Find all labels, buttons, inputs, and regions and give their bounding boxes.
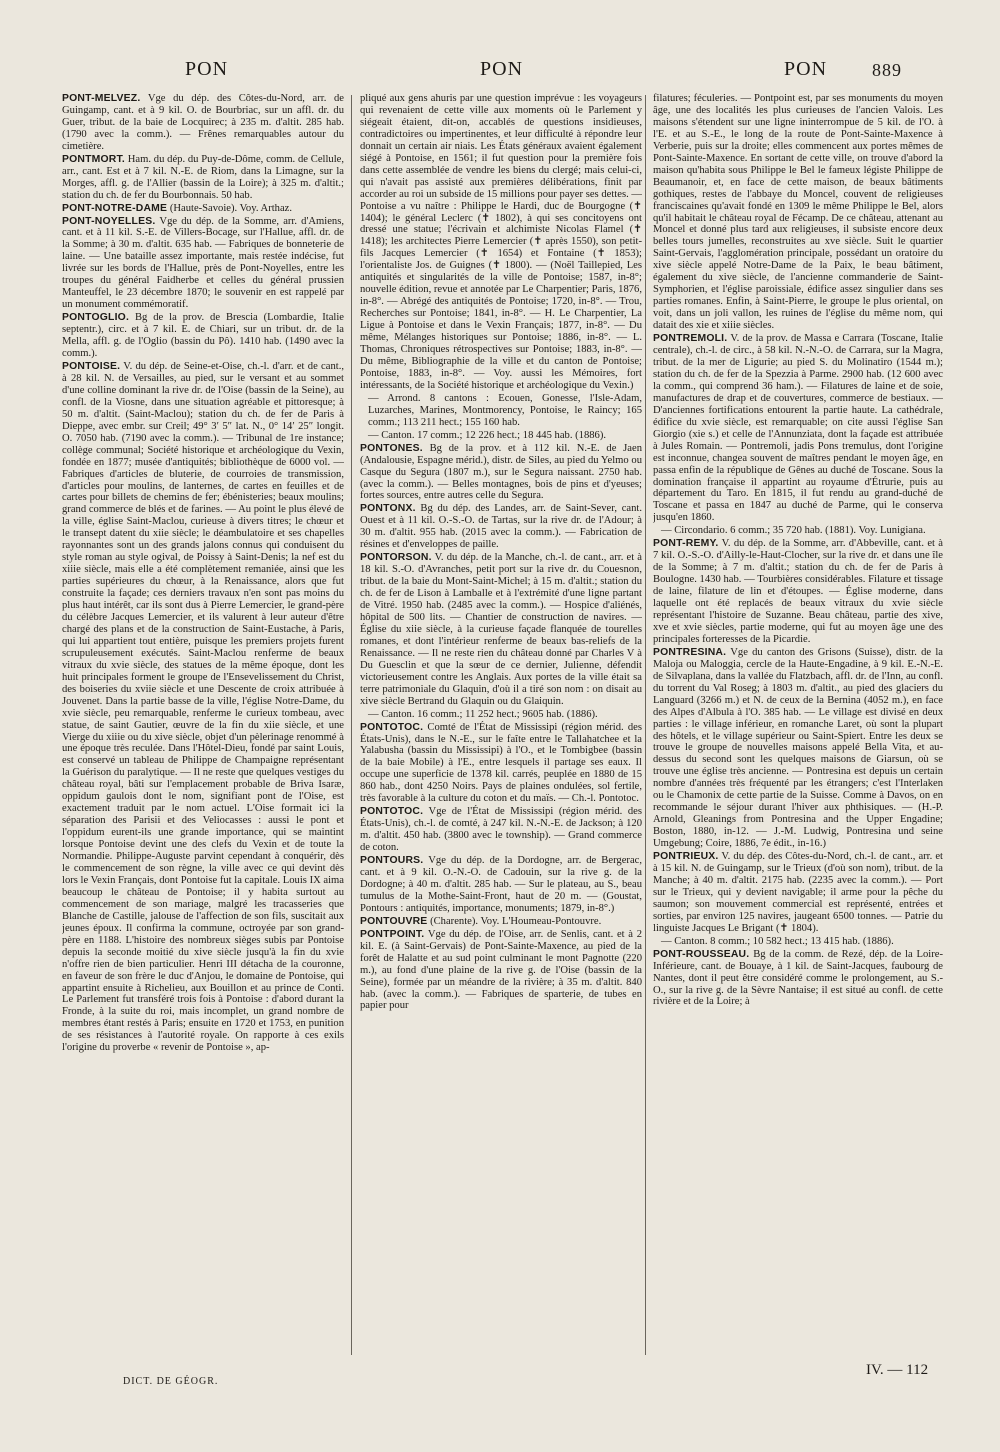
entry-headword: PONTRIEUX.	[653, 851, 719, 863]
entry-text: Vge du dép. des Côtes-du-Nord, arr. de Guingamp, cant. et à 9 kil. O. de Bourbriac, sur un affl. dr. du Guer, tribut. de la baie de Locquirec; à 235 m. d'altit. 285 hab. (1790 avec la comm.). — Frênes remarquables autour du cimetière.	[62, 93, 344, 152]
dictionary-entry	[360, 393, 642, 429]
entry-headword: PONT-NOTRE-DAME	[62, 202, 168, 214]
column-3	[653, 93, 943, 1363]
entry-text: Bg de la comm. de Rezé, dép. de la Loire-Inférieure, cant. de Bouaye, à 1 kil. de Saint-Jacques, faubourg de Nantes, dont il peut être considéré comme le prolongement, au S.-O., sur la rive g. de la Sèvre Nantaise; il est situé au confl. de cette rivière et de la Loire; à	[653, 948, 943, 1008]
dictionary-entry	[360, 916, 642, 928]
header-right: PON	[784, 58, 828, 80]
entry-headword: PONTONES.	[360, 442, 423, 454]
column-2	[360, 93, 642, 1363]
dictionary-entry	[653, 538, 943, 646]
dictionary-entry	[62, 154, 344, 202]
dictionary-entry	[360, 443, 642, 503]
entry-text: filatures; féculeries. — Pontpoint est, par ses monuments du moyen âge, une des localités les plus curieuses de l'ancien Valois. Les maisons s'étendent sur une ligne ininterrompue de 5 kil. de l'O. à l'E. et au S.-E., le long de la route de Pont-Sainte-Maxence à Verberie, puis sur la droite; elles commencent aux portes mêmes de Pont-Sainte-Maxence. En sortant de cette ville, on trouve d'abord la maison qu'habita sous Philippe le Bel le fameux légiste Philippe de Beaumanoir, et, en face de cette maison, de beaux bâtiments gothiques, restes de l'abbaye du Moncel, couvent de religieuses franciscaines qu'avait fondé en 1309 le même Philippe le Bel, alors qu'il habitait le château royal de Fécamp. De ce château, attenant au Moncel et donné plus tard aux religieuses, il subsiste encore deux belles tours jumelles, reconstruites au xve siècle. Suit le quartier Saint-Gervais, l'agglomération principale, possédant un oratoire du xive siècle appelé Notre-Dame de la Paix, le beau bâtiment, également du xive siècle, de l'ancienne commanderie de Saint-Symphorien, et l'église paroissiale, édifice assez singulier dans ses parties romanes. Enfin, à Saint-Pierre, le groupe le plus oriental, on voit, dans un joli vallon, les ruines de l'église du même nom, qui datait des xie et xiiie siècles.	[653, 93, 943, 332]
entry-text: V. du dép. de Seine-et-Oise, ch.-l. d'arr. et de cant., à 28 kil. N. de Versailles, au pied, sur le versant et au sommet d'une colline dominant la rive dr. de l'Oise (bassin de la Seine), au confl. de la Viosne, dans une situation agréable et pittoresque; à 50 m. d'altit. (Saint-Maclou); station du ch. de fer de Paris à Dieppe, avec embr. sur Creil; 49° 3′ 5″ lat. N., 0° 14′ 25″ longit. O. 7050 hab. (7190 avec la comm.). — Tribunal de 1re instance; collège communal; Société historique et archéologique du Vexin, fondée en 1877; musée d'antiquités; bibliothèque de 6000 vol. — Fabriques d'articles de bluterie, de courroies de transmission, d'articles pour moulins, de lanternes, de cartes en feuilles et de cartes pour billets de chemins de fer; ébénisteries; beaux moulins; grand commerce de blés et de farines. — Au point le plus élevé de la ville, église Saint-Maclou, curieuse à divers titres; le chœur et le transept datent du xiie siècle; le déambulatoire et ses chapelles rayonnantes sont un des grands jalons connus qui conduisent du style roman au style ogival, de Poissy à Saint-Denis; la nef est du xiiie siècle, mais elle a été complètement remaniée, ainsi que les parties supérieures du chœur, à la Renaissance, alors que fut construite la façade; ces derniers travaux n'en sont pas moins du plus haut intérêt, car ils sont dus à Pierre Lemercier, le grand-père du célèbre Jacques Lemercier, et ils valurent à leur auteur d'être chargé des plans et de la construction de Saint-Eustache, à Paris, qui lui appartient tout entière, puisque les premiers projets furent scrupuleusement exécutés. Saint-Maclou renferme de beaux vitraux du xvie siècle, des statues de la même époque, dont les huit principales forment le groupe de l'Ensevelissement du Christ, des boiseries du xviie siècle et une Descente de croix attribuée à Jouvenet. Dans la partie basse de la ville, l'église Notre-Dame, du xvie siècle, peu remarquable, renferme le curieux tombeau, avec statue, de saint Gautier, œuvre de la fin du xiie siècle, et une Vierge du xiiie ou du xive siècle, objet d'un pèlerinage renommé à une époque très reculée. Dans l'Hôtel-Dieu, fondé par saint Louis, est conservé un tableau de Philippe de Champaigne représentant la Guérison du paralytique. — Il ne reste que quelques vestiges du château royal, bâti sur l'emplacement probable de Briva Isaræ, oppidum gaulois dont le nom, signifiant pont de l'Oise, est exactement traduit par le nom actuel. L'Oise formait ici la séparation des Parisii et des Veliocasses : aussi le pont et l'oppidum eurent-ils une grande importance, qui se maintint lorsque Pontoise devint une des clefs du Vexin et de toute la Normandie. Philippe-Auguste parvint cependant à conquérir, dès le commencement de son règne, la ville avec ce qui devint dès lors le Vexin Français, dont Pontoise fut la capitale. Louis IX aima beaucoup le château de Pontoise; il y habita surtout au commencement de son mariage, malgré les tracasseries que Blanche de Castille, jalouse de l'affection de son fils, suscitait aux jeunes époux. Il confirma la commune, octroyée par son grand-père en 1188. L'histoire des nombreux sièges subis par Pontoise depuis la seconde moitié du xive siècle jusqu'à la fin du xvie n'offre rien de bien particulier. Henri III détacha de la couronne, en faveur de son frère le duc d'Anjou, le domaine de Pontoise, qui appartint ensuite à Richelieu, aux Bouillon et au prince de Conti. Le Parlement fut transféré trois fois à Pontoise : d'abord durant la Fronde, à la suite du roi, mais incomplet, un grand nombre de membres étant restés à Paris; ensuite en 1720 et 1753, en punition de ses résistances à l'autorité royale. On rapporte à ces exils l'origine du proverbe « revenir de Pontoise », ap-	[62, 360, 344, 1054]
dictionary-entry	[360, 552, 642, 707]
entry-text: V. du dép. des Côtes-du-Nord, ch.-l. de cant., arr. et à 15 kil. N. de Guingamp, sur le Trieux (d'où son nom), tribut. de la Manche; à 40 m. d'altit. 2175 hab. (2235 avec la comm.). — Port sur le Trieux, qui y devient navigable; il arme pour la pêche du saumon; son mouvement commercial est représenté, entrées et sorties, par environ 125 navires, jaugeant 6500 tonnes. — Patrie du linguiste Jacques Le Brigant (✝ 1804).	[653, 851, 943, 934]
dictionary-entry	[653, 93, 943, 332]
entry-text: Vge du dép. de l'Oise, arr. de Senlis, cant. et à 2 kil. E. (à Saint-Gervais) de Pont-Sainte-Maxence, au pied de la forêt de Halatte et au sud point culminant le mont Pagnotte (220 m.), au fond d'une plaine de la rive g. de l'Oise (bassin de la Seine), formée par un méandre de la rivière; à 35 m. d'altit. 840 hab. (avec la comm.). — Fabriques de sparterie, de tubes en papier pour	[360, 928, 642, 1012]
dictionary-entry	[62, 216, 344, 312]
dictionary-entry	[653, 525, 943, 537]
entry-text: — Circondario. 6 comm.; 35 720 hab. (1881). Voy. Lunigiana.	[661, 525, 926, 537]
dictionary-entry	[360, 929, 642, 1013]
entry-headword: PONTONX.	[360, 503, 416, 515]
dictionary-entry	[62, 312, 344, 360]
entry-headword: PONTORSON.	[360, 552, 432, 564]
entry-text: V. du dép. de la Somme, arr. d'Abbeville, cant. et à 7 kil. O.-S.-O. d'Ailly-le-Haut-Clocher, sur la rive dr. et dans une île de la Somme; à 7 m. d'altit.; station du ch. de fer de Paris à Boulogne. 1430 hab. — Tourbières considérables. Filature et tissage de laine, filature de lin et d'étoupes. — Église moderne, dans laquelle ont été replacés de beaux vitraux du xvie siècle représentant l'histoire de Suzanne. Beau château, partie des xive, xve et xvie siècles, partie moderne, qui fut au moyen âge une des principales forteresses de la Picardie.	[653, 538, 943, 645]
dictionary-entry	[360, 722, 642, 806]
dictionary-entry	[360, 709, 642, 721]
column-1	[62, 93, 344, 1363]
dictionary-entry	[360, 430, 642, 442]
dictionary-entry	[62, 203, 344, 215]
entry-text: (Charente). Voy. L'Houmeau-Pontouvre.	[427, 915, 602, 927]
dictionary-entry	[62, 93, 344, 153]
entry-text: Vge du canton des Grisons (Suisse), distr. de la Maloja ou Maloggia, cercle de la Haute-Engadine, à 9 kil. E.-N.-E. de Silvaplana, dans la vallée du Flatzbach, affl. dr. de l'Inn, au confl. du torrent du Val Roseg; à 1803 m. d'altit., au pied des glaciers du Languard (3266 m.) et N. de ceux de la Bernina (4052 m.), en face des Alpes d'Albula à l'O. 385 hab. — Le village est divisé en deux parties : le village inférieur, en romanche Laret, où sont la plupart des hôtels, et le village supérieur ou Saint-Spiert. Entre les deux se trouve le groupe de nouvelles maisons appelé Bella Vita, et au-dessus du second sont les quelques maisons de Giarsun, où se trouve une église très ancienne. — Pontresina est depuis un certain nombre d'années très fréquenté par les étrangers; c'est l'Interlaken ou le Chamonix de cette partie de la Suisse. Comme à Davos, on en recommande le séjour durant l'hiver aux phthisiques. — (H.-P. Arnold, Gleanings from Pontresina and the Upper Engadine; Boston, 1880, in-12. — J.-M. Ludwig, Pontresina und seine Umgebung; Coire, 1886, 7e édit., in-16.)	[653, 646, 943, 850]
entry-headword: PONTOTOC.	[360, 806, 424, 818]
dictionary-entry	[653, 936, 943, 948]
dictionary-entry	[653, 851, 943, 935]
entry-text: — Canton. 8 comm.; 10 582 hect.; 13 415 hab. (1886).	[661, 935, 894, 947]
entry-text: — Canton. 17 comm.; 12 226 hect.; 18 445 hab. (1886).	[368, 429, 607, 441]
entry-text: V. de la prov. de Massa e Carrara (Toscane, Italie centrale), ch.-l. de circ., à 58 kil. N.-N.-O. de Carrara, sur la Magra, tribut. de la mer de Ligurie; au pied S. du Molinatiro (1544 m.); station du ch. de fer de la Spezzia à Parme. 2900 hab. (12 600 avec la comm., qui comprend 36 ham.). — Filatures de laine et de soie, manufactures de drap et de couvertures, commerce de bestiaux. — D'anciennes fortifications entourent la partie haute. La cathédrale, édifice du xvie siècle, est remarquable; on cite aussi l'église San Giorgio (xie s.) et celle de l'Annunziata, dont la façade est attribuée à Jules Romain. — Pontremoli, jadis Pons tremulus, dont l'origine est inconnue, changea souvent de maîtres pendant le moyen âge, en passa enfin de la république de Gênes au duché de Toscane. Sous la domination française il appartint au royaume d'Étrurie, puis au département du Taro. En 1815, il fut rendu au grand-duché de Toscane et passa en 1847 au duché de Parme, qui le conserva jusqu'en 1860.	[653, 333, 943, 524]
entry-headword: PONT-MELVEZ.	[62, 93, 141, 104]
entry-headword: PONTRESINA.	[653, 646, 727, 658]
column-divider	[351, 95, 352, 1355]
entry-headword: PONTOGLIO.	[62, 312, 130, 324]
header-left: PON	[185, 58, 229, 80]
dictionary-entry	[62, 361, 344, 1054]
column-divider	[645, 95, 646, 1355]
dictionary-entry	[360, 93, 642, 392]
entry-text: Vge du dép. de la Somme, arr. d'Amiens, cant. et à 11 kil. S.-E. de Villers-Bocage, sur l'Hallue, affl. dr. de la Somme; à 30 m. d'altit. 635 hab. — Fabriques de bonneterie de laine. — Une bataille assez importante, mais restée indécise, fut livrée sur les bords de l'Hallue, près de Pont-Noyelles, entre les troupes du général Faidherbe et celles du général prussien Manteuffel, le 23 décembre 1870; le souvenir en est rappelé par un monument commémoratif.	[62, 215, 344, 311]
footer-signature: DICT. DE GÉOGR.	[123, 1376, 219, 1387]
dictionary-entry	[653, 647, 943, 850]
dictionary-entry	[653, 949, 943, 1009]
entry-text: Bg de la prov. et à 112 kil. N.-E. de Jaen (Andalousie, Espagne mérid.), distr. de Siles, au pied du Yelmo ou Casque du Segura (1807 m.), sur le Segura naissant. 2750 hab. (avec la comm.). — Belles montagnes, bois de pins et d'yeuses; fortes sources, entre autres celle du Segura.	[360, 442, 642, 502]
entry-headword: PONTOUVRE	[360, 915, 428, 927]
dictionary-entry	[360, 503, 642, 551]
entry-headword: PONT-ROUSSEAU.	[653, 948, 750, 960]
header-center: PON	[480, 58, 524, 80]
entry-headword: PONTMORT.	[62, 153, 125, 165]
running-header	[0, 58, 1000, 92]
entry-headword: PONTOTOC.	[360, 721, 424, 733]
entry-headword: PONTREMOLI.	[653, 333, 728, 345]
entry-text: Bg du dép. des Landes, arr. de Saint-Sever, cant. Ouest et à 11 kil. O.-S.-O. de Tartas, sur la rive dr. de l'Adour; à 30 m. d'altit. 955 hab. (2015 avec la comm.). — Fabrication de résines et d'enveloppes de paille.	[360, 503, 642, 551]
entry-headword: PONTPOINT.	[360, 928, 425, 940]
footer-volume: IV. — 112	[866, 1362, 929, 1378]
entry-headword: PONTOISE.	[62, 360, 121, 372]
entry-text: Vge de l'État de Mississipi (région mérid. des États-Unis), ch.-l. de comté, à 247 kil. N.-N.-E. de Jackson; à 120 m. d'altit. 450 hab. (3800 avec le township). — Grand commerce de coton.	[360, 806, 642, 854]
entry-text: Bg de la prov. de Brescia (Lombardie, Italie septentr.), circ. et à 7 kil. E. de Chiari, sur un tribut. dr. de la Mella, affl. g. de l'Oglio (bassin du Pô). 1410 hab. (1490 avec la comm.).	[62, 312, 344, 360]
entry-text: — Canton. 16 comm.; 11 252 hect.; 9605 hab. (1886).	[368, 708, 598, 720]
entry-headword: PONTOURS.	[360, 855, 424, 867]
entry-headword: PONT-REMY.	[653, 538, 719, 550]
page-number: 889	[872, 60, 902, 80]
entry-text: Vge du dép. de la Dordogne, arr. de Bergerac, cant. et à 9 kil. O.-N.-O. de Cadouin, sur la rive g. de la Dordogne; à 40 m. d'altit. 285 hab. — Sur le plateau, au S., beau tumulus de la Mothe-Saint-Front, haut de 20 m. — (Goustat, Pontours : antiquités, importance, monuments; 1879, in-8°.)	[360, 855, 642, 914]
entry-text: pliqué aux gens ahuris par une question imprévue : les voyageurs qui revenaient de cette ville aux moments où le Parlement y siégeait étaient, dit-on, accablés de questions insidieuses, contradictoires ou impertinentes, et leur difficulté à répondre leur donnait un certain air niais. Les États généraux avaient également siégé à Pontoise, en 1561; il fut question pour la première fois dans cette assemblée de vendre les biens du clergé; mais celui-ci, qui n'avait pas assisté aux premières délibérations, finit par accorder au roi un subside de 15 millions pour payer ses dettes. — Pontoise a vu naître : Philippe le Hardi, duc de Bourgogne (✝ 1404); le général Leclerc (✝ 1802), à qui ses concitoyens ont dressé une statue; l'écrivain et alchimiste Nicolas Flamel (✝ 1418); les architectes Pierre Lemercier (✝ après 1550), son petit-fils Jacques Lemercier (✝ 1654) et Fontaine (✝ 1853); l'orientaliste Jos. de Guignes (✝ 1800). — (Noël Taillepied, Les antiquités et singularités de la ville de Pontoise; 1587, in-8°; nouvelle édition, revue et annotée par Le Charpentier; Paris, 1876, in-8°. — Abrégé des antiquités de Pontoise; 1720, in-8°. — Trou, Recherches sur Pontoise; 1841, in-8°. — H. Le Charpentier, La Ligue à Pontoise et dans le Vexin Français; 1877, in-8°. — Du même, Mélanges historiques sur Pontoise; 1886, in-8°. — L. Thomas, Chroniques rétrospectives sur Pontoise; 1883, in-8°. — Du même, Bibliographie de la ville et du canton de Pontoise; Pontoise, 1883, in-8°. — Voy. aussi les Mémoires, fort intéressants, de la Société historique et archéologique du Vexin.)	[360, 93, 642, 391]
dictionary-entry	[360, 855, 642, 915]
entry-text: — Arrond. 8 cantons : Ecouen, Gonesse, l'Isle-Adam, Luzarches, Marines, Montmorency, Pontoise, le Raincy; 165 comm.; 113 211 hect.; 155 160 hab.	[368, 392, 642, 428]
entry-headword: PONT-NOYELLES.	[62, 215, 156, 227]
entry-text: (Haute-Savoie). Voy. Arthaz.	[167, 202, 293, 214]
entry-text: Comté de l'État de Mississipi (région mérid. des États-Unis), dans le N.-E., sur le faîte entre le Tallahatchee et la Yalabusha (bassin du Mississipi) à l'O., et le Tombigbee (bassin de la baie Mobile) à l'E., entre lesquels il partage ses eaux. Il occupe une superficie de 1378 kil. carrés, peuplée en 1880 de 15 860 hab., dont 4250 Noirs. Pays de plaines ondulées, sol fertile, très favorable à la culture du coton et du maïs. — Ch.-l. Pontotoc.	[360, 721, 642, 805]
dictionary-entry	[653, 333, 943, 524]
dictionary-entry	[360, 806, 642, 854]
entry-text: Ham. du dép. du Puy-de-Dôme, comm. de Cellule, arr., cant. Est et à 7 kil. N.-E. de Riom, dans la Limagne, sur la Morges, affl. g. de l'Allier (bassin de la Loire); à 325 m. d'altit.; station du ch. de fer du Bourbonnais. 50 hab.	[62, 153, 344, 201]
entry-text: V. du dép. de la Manche, ch.-l. de cant., arr. et à 18 kil. S.-O. d'Avranches, petit port sur la rive dr. du Couesnon, tribut. de la baie du Mont-Saint-Michel; à 15 m. d'altit.; station du ch. de fer de Lison à Lamballe et à l'extrémité d'une ligne partant de Vitré. 1950 hab. (2485 avec la comm.). — Hospice d'aliénés, hôpital de 500 lits. — Chantier de construction de navires. — Église du xiie siècle, à la curieuse façade flanquée de tourelles romanes, et dont l'intérieur renferme de beaux bas-reliefs de la Renaissance. — Il ne reste rien du château donné par Charles V à Du Guesclin et que la sœur de ce dernier, Julienne, défendit victorieusement contre les Anglais. Aux portes de la ville était sa terre patrimoniale du Glaquin, d'où il a tiré son nom : on disait au xive siècle Bertrand du Glaquin ou du Glaiquin.	[360, 552, 642, 707]
